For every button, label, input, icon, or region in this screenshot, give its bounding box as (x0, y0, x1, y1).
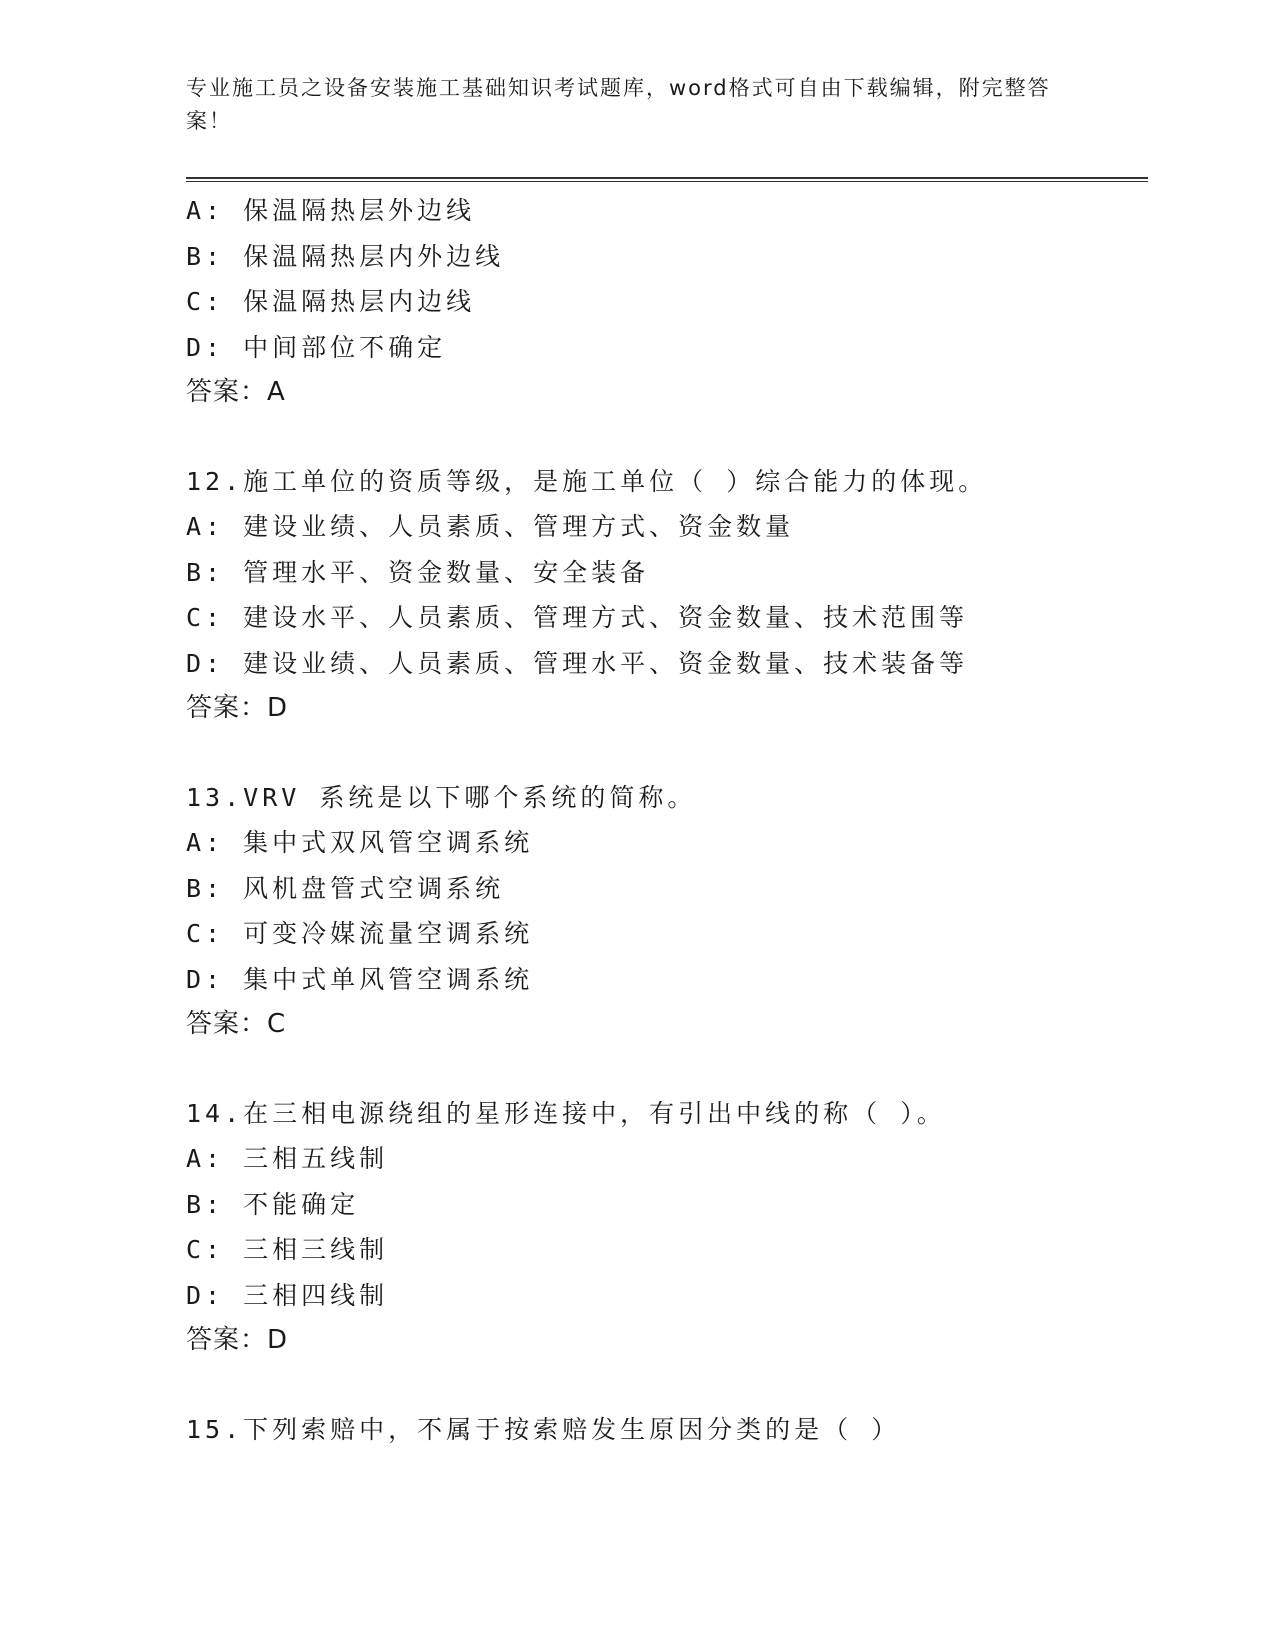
spacer (186, 732, 1146, 775)
option-d: D: 集中式单风管空调系统 (186, 964, 534, 994)
question-12 (186, 459, 1146, 732)
answer: 答案：A (186, 377, 286, 407)
answer: 答案：C (186, 1009, 287, 1039)
question-stem: 13.VRV 系统是以下哪个系统的简称。 (186, 782, 697, 812)
question-stem: 14.在三相电源绕组的星形连接中，有引出中线的称（ ）。 (186, 1098, 946, 1128)
document-header: 专业施工员之设备安装施工基础知识考试题库，word格式可自由下载编辑，附完整答案！ (186, 76, 1051, 133)
option-b: B: 风机盘管式空调系统 (186, 873, 505, 903)
question-14 (186, 1091, 1146, 1364)
option-d: D: 三相四线制 (186, 1280, 389, 1310)
option-c: C: 三相三线制 (186, 1235, 389, 1264)
question-13 (186, 775, 1146, 1048)
answer: 答案：D (186, 1325, 289, 1355)
option-a: A: 集中式双风管空调系统 (186, 828, 534, 857)
option-a: A: 建设业绩、人员素质、管理方式、资金数量 (186, 512, 795, 541)
header-rule-thick (186, 177, 1148, 179)
option-b: B: 不能确定 (186, 1189, 360, 1219)
option-c: C: 建设水平、人员素质、管理方式、资金数量、技术范围等 (186, 603, 969, 632)
question-15 (186, 1407, 1146, 1453)
question-stem: 15.下列索赔中，不属于按索赔发生原因分类的是（ ） (186, 1414, 901, 1444)
question-stem: 12.施工单位的资质等级，是施工单位（ ）综合能力的体现。 (186, 466, 988, 496)
option-a: A: 保温隔热层外边线 (186, 196, 476, 225)
spacer (186, 1364, 1146, 1407)
option-d: D: 中间部位不确定 (186, 332, 447, 362)
option-d: D: 建设业绩、人员素质、管理水平、资金数量、技术装备等 (186, 648, 969, 678)
question-list (186, 188, 1146, 1452)
spacer (186, 416, 1146, 459)
option-c: C: 保温隔热层内边线 (186, 287, 476, 316)
option-b: B: 保温隔热层内外边线 (186, 241, 505, 271)
option-b: B: 管理水平、资金数量、安全装备 (186, 557, 650, 587)
question-11-options (186, 188, 1146, 416)
option-c: C: 可变冷媒流量空调系统 (186, 919, 534, 948)
option-a: A: 三相五线制 (186, 1144, 389, 1173)
spacer (186, 1048, 1146, 1091)
answer: 答案：D (186, 693, 289, 723)
header-rule-thin (186, 181, 1148, 182)
